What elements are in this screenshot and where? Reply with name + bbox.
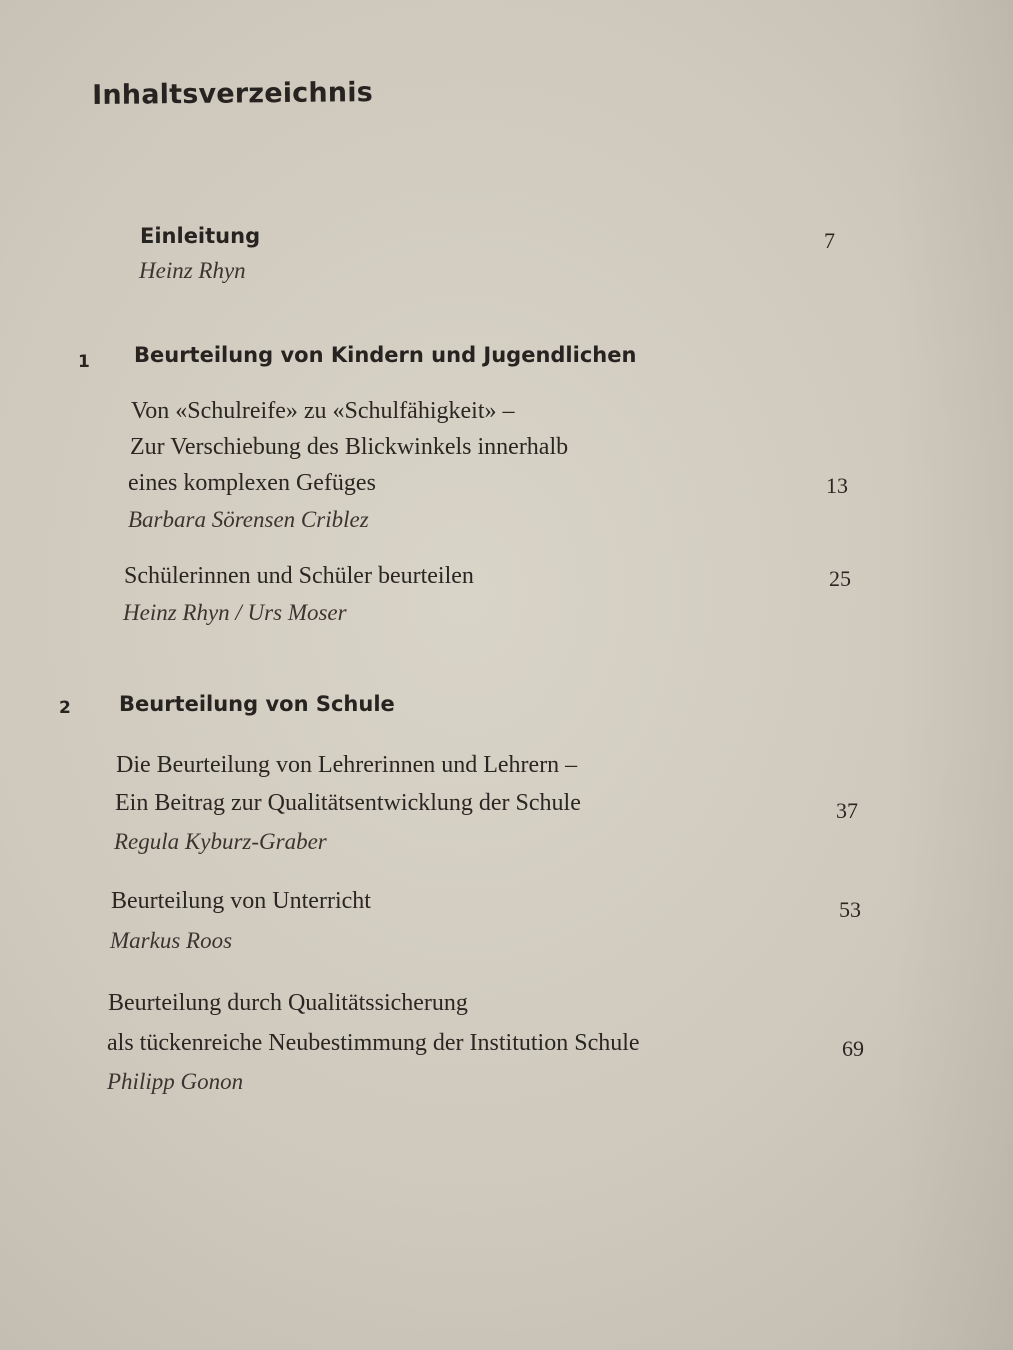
entry-author: Heinz Rhyn / Urs Moser [123,600,347,625]
entry-title-line: Die Beurteilung von Lehrerinnen und Lehrern – [116,752,578,778]
entry-author: Markus Roos [110,928,233,953]
section-heading: Beurteilung von Schule [119,692,395,716]
entry-author: Philipp Gonon [107,1069,244,1094]
entry-author: Regula Kyburz-Graber [114,829,327,854]
page-title: Inhaltsverzeichnis [92,77,374,111]
entry-title-line: Beurteilung durch Qualitätssicherung [108,990,468,1016]
entry-author: Barbara Sörensen Criblez [128,507,369,532]
entry-page-number: 69 [842,1036,864,1061]
entry-title-line: Ein Beitrag zur Qualitätsentwicklung der Schule [115,790,581,816]
intro-page-number: 7 [824,228,835,253]
section-heading: Beurteilung von Kindern und Jugendlichen [134,343,637,367]
intro-heading: Einleitung [140,224,261,248]
entry-title-line: Beurteilung von Unterricht [111,888,371,914]
entry-page-number: 37 [836,798,858,823]
entry-title-line: als tückenreiche Neubestimmung der Institution Schule [107,1030,640,1056]
entry-title-line: Von «Schulreife» zu «Schulfähigkeit» – [131,398,515,424]
intro-author: Heinz Rhyn [139,258,246,283]
entry-title-line: eines komplexen Gefüges [128,470,376,496]
entry-title-line: Zur Verschiebung des Blickwinkels innerhalb [130,434,569,460]
entry-page-number: 25 [829,566,851,591]
section-number: 1 [78,352,90,372]
section-number: 2 [59,698,71,718]
entry-page-number: 13 [826,473,848,498]
entry-page-number: 53 [839,897,861,922]
entry-title-line: Schülerinnen und Schüler beurteilen [124,563,474,589]
